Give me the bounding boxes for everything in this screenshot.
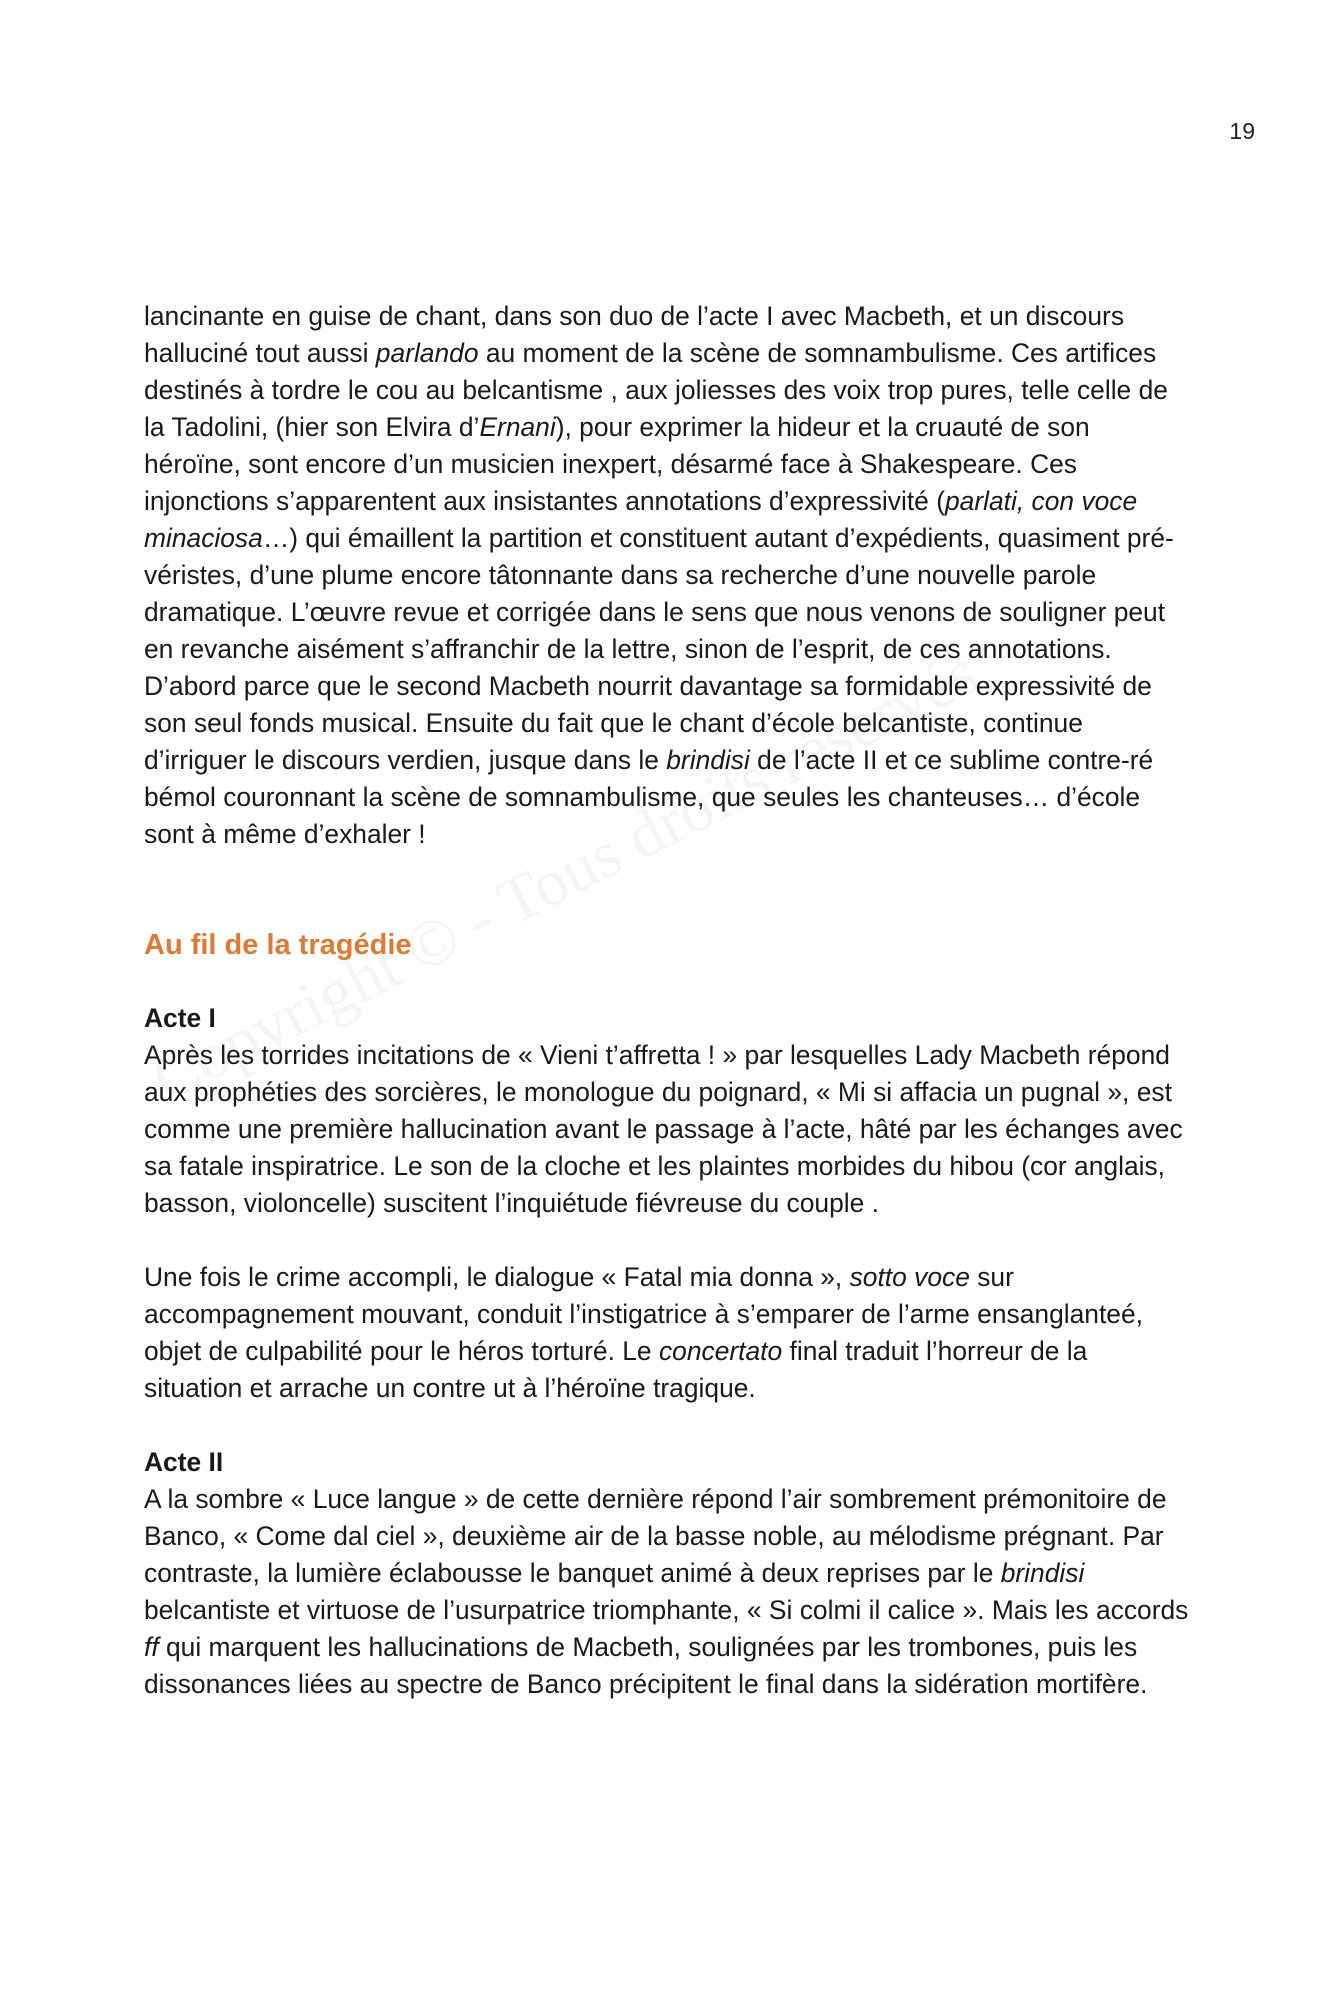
section-title: Au fil de la tragédie — [144, 929, 412, 961]
act-1-paragraph-2: Une fois le crime accompli, le dialogue « Fatal mia donna », sotto voce sur accompagnement mouvant, conduit l’instigatrice à s’emparer de l’arme ensanglanteé, objet de culpabilité pour le héros torturé. Le concertato final traduit l’horreur de la situation et arrache un contre ut à l’héroïne tragique. — [144, 1262, 1143, 1403]
act-2-paragraph-1: A la sombre « Luce langue » de cette dernière répond l’air sombrement prémonitoire de Banco, « Come dal ciel », deuxième air de la basse noble, au mélodisme prégnant. Par contraste, la lumière éclabousse le banquet animé à deux reprises par le brindisi belcantiste et virtuose de l’usurpatrice triomphante, « Si colmi il calice ». Mais les accords ff qui marquent les hallucinations de Macbeth, soulignées par les trombones, puis les dissonances liées au spectre de Banco précipitent le final dans la sidération mortifère. — [144, 1484, 1189, 1699]
act-1-paragraph-1: Après les torrides incitations de « Vieni t’affretta ! » par lesquelles Lady Macbeth répond aux prophéties des sorcières, le monologue du poignard, « Mi si affacia un pugnal », est comme une première hallucination avant le passage à l’acte, hâté par les échanges avec sa fatale inspiratrice. Le son de la cloche et les plaintes morbides du hibou (cor anglais, basson, violoncelle) suscitent l’inquiétude fiévreuse du couple . — [144, 1040, 1183, 1218]
act-2-heading: Acte II — [144, 1447, 224, 1477]
intro-paragraph: lancinante en guise de chant, dans son duo de l’acte I avec Macbeth, et un discours halluciné tout aussi parlando au moment de la scène de somnambulisme. Ces artifices destinés à tordre le cou au belcantisme , aux joliesses des voix trop pures, telle celle de la Tadolini, (hier son Elvira d’Ernani), pour exprimer la hideur et la cruauté de son héroïne, sont encore d’un musicien inexpert, désarmé face à Shakespeare. Ces injonctions s’apparentent aux insistantes annotations d’expressivité (parlati, con voce minaciosa…) qui émaillent la partition et constituent autant d’expédients, quasiment pré-véristes, d’une plume encore tâtonnante dans sa recherche d’une nouvelle parole dramatique. L’œuvre revue et corrigée dans le sens que nous venons de souligner peut en revanche aisément s’affranchir de la lettre, sinon de l’esprit, de ces annotations. D’abord parce que le second Macbeth nourrit davantage sa formidable expressivité de son seul fonds musical. Ensuite du fait que le chant d’école belcantiste, continue d’irriguer le discours verdien, jusque dans le brindisi de l’acte II et ce sublime contre-ré bémol couronnant la scène de somnambulisme, que seules les chanteuses… d’école sont à même d’exhaler ! — [144, 301, 1174, 849]
act-1-heading: Acte I — [144, 1003, 216, 1033]
page-number: 19 — [1229, 118, 1255, 144]
page-body — [144, 298, 1190, 1703]
